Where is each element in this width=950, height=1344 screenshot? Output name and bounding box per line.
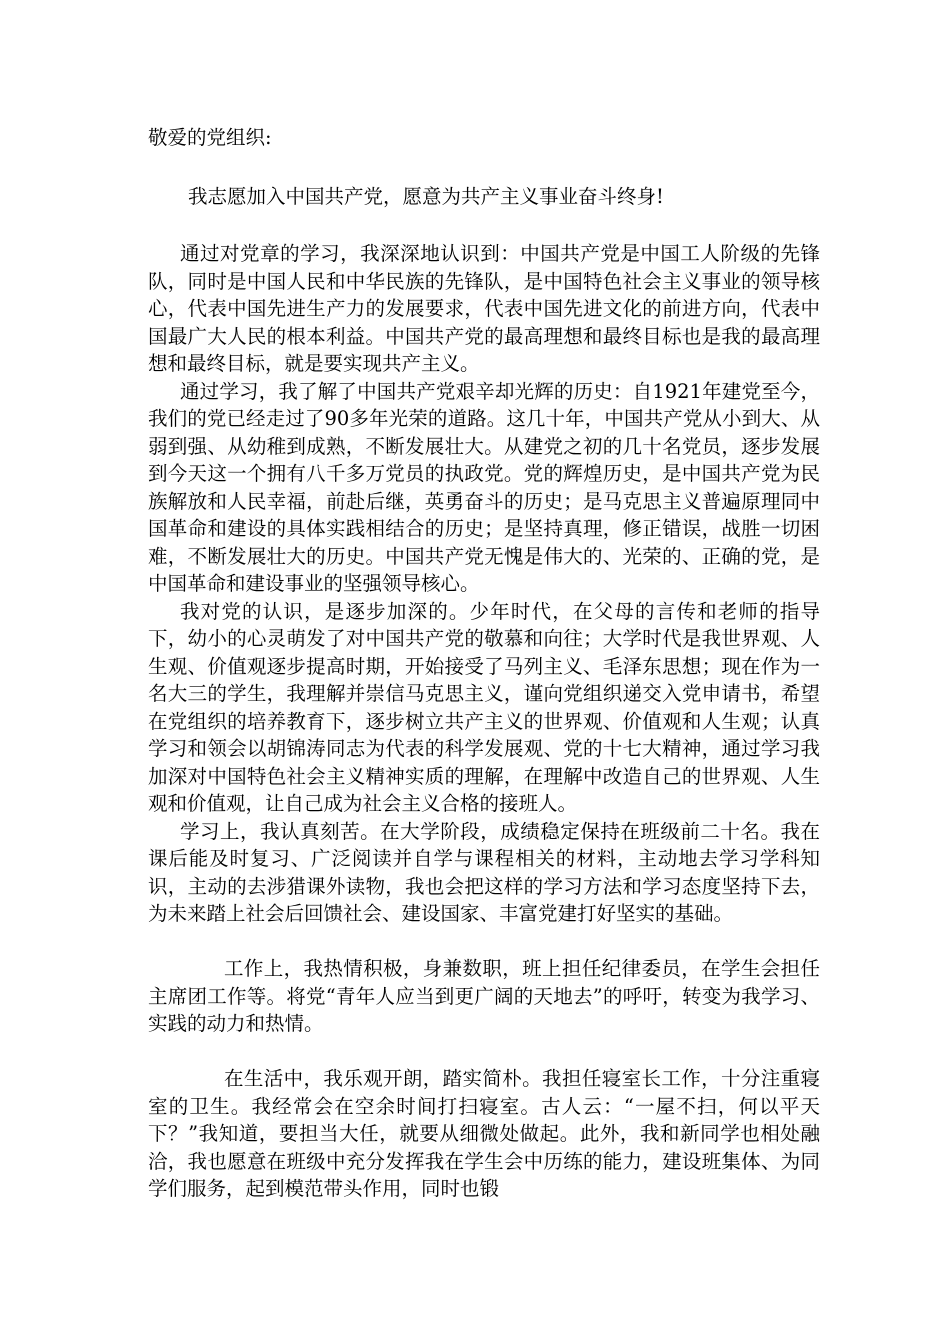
paragraph-work: 工作上，我热情积极，身兼数职，班上担任纪律委员，在学生会担任主席团工作等。将党“青年人应当到更广阔的天地去”的呼吁，转变为我学习、实践的动力和热情。 xyxy=(148,957,820,1035)
paragraph-party-constitution: 通过对党章的学习，我深深地认识到：中国共产党是中国工人阶级的先锋队，同时是中国人民和中华民族的先锋队，是中国特色社会主义事业的领导核心，代表中国先进生产力的发展要求，代表中国先进文化的前进方向，代表中国最广大人民的根本利益。中国共产党的最高理想和最终目标也是我的最高理想和最终目标，就是要实现共产主义。 xyxy=(148,242,820,375)
paragraph-study: 学习上，我认真刻苦。在大学阶段，成绩稳定保持在班级前二十名。我在课后能及时复习、广泛阅读并自学与课程相关的材料，主动地去学习学科知识，主动的去涉猎课外读物，我也会把这样的学习方法和学习态度坚持下去，为未来踏上社会后回馈社会、建设国家、丰富党建打好坚实的基础。 xyxy=(148,819,820,925)
paragraph-party-history: 通过学习，我了解了中国共产党艰辛却光辉的历史：自1921年建党至今，我们的党已经走过了90多年光荣的道路。这几十年，中国共产党从小到大、从弱到强、从幼稚到成熟，不断发展壮大。从建党之初的几十名党员，逐步发展到今天这一个拥有八千多万党员的执政党。党的辉煌历史，是中国共产党为民族解放和人民幸福，前赴后继，英勇奋斗的历史；是马克思主义普遍原理同中国革命和建设的具体实践相结合的历史；是坚持真理，修正错误，战胜一切困难，不断发展壮大的历史。中国共产党无愧是伟大的、光荣的、正确的党，是中国革命和建设事业的坚强领导核心。 xyxy=(148,379,820,595)
letter-body xyxy=(148,240,820,1203)
paragraph-life: 在生活中，我乐观开朗，踏实简朴。我担任寝室长工作，十分注重寝室的卫生。我经常会在空余时间打扫寝室。古人云：“一屋不扫，何以平天下？”我知道，要担当大任，就要从细微处做起。此外，我和新同学也相处融洽，我也愿意在班级中充分发挥我在学生会中历练的能力，建设班集体、为同学们服务，起到模范带头作用，同时也锻 xyxy=(148,1067,820,1200)
pledge-statement: 我志愿加入中国共产党，愿意为共产主义事业奋斗终身! xyxy=(188,185,664,208)
paragraph-spacer xyxy=(148,1038,820,1066)
salutation: 敬爱的党组织: xyxy=(148,126,272,149)
paragraph-spacer xyxy=(148,928,820,956)
paragraph-understanding: 我对党的认识，是逐步加深的。少年时代，在父母的言传和老师的指导下，幼小的心灵萌发了对中国共产党的敬慕和向往；大学时代是我世界观、人生观、价值观逐步提高时期，开始接受了马列主义、毛泽东思想；现在作为一名大三的学生，我理解并崇信马克思主义，谨向党组织递交入党申请书，希望在党组织的培养教育下，逐步树立共产主义的世界观、价值观和人生观；认真学习和领会以胡锦涛同志为代表的科学发展观、党的十七大精神，通过学习我加深对中国特色社会主义精神实质的理解，在理解中改造自己的世界观、人生观和价值观，让自己成为社会主义合格的接班人。 xyxy=(148,599,820,815)
